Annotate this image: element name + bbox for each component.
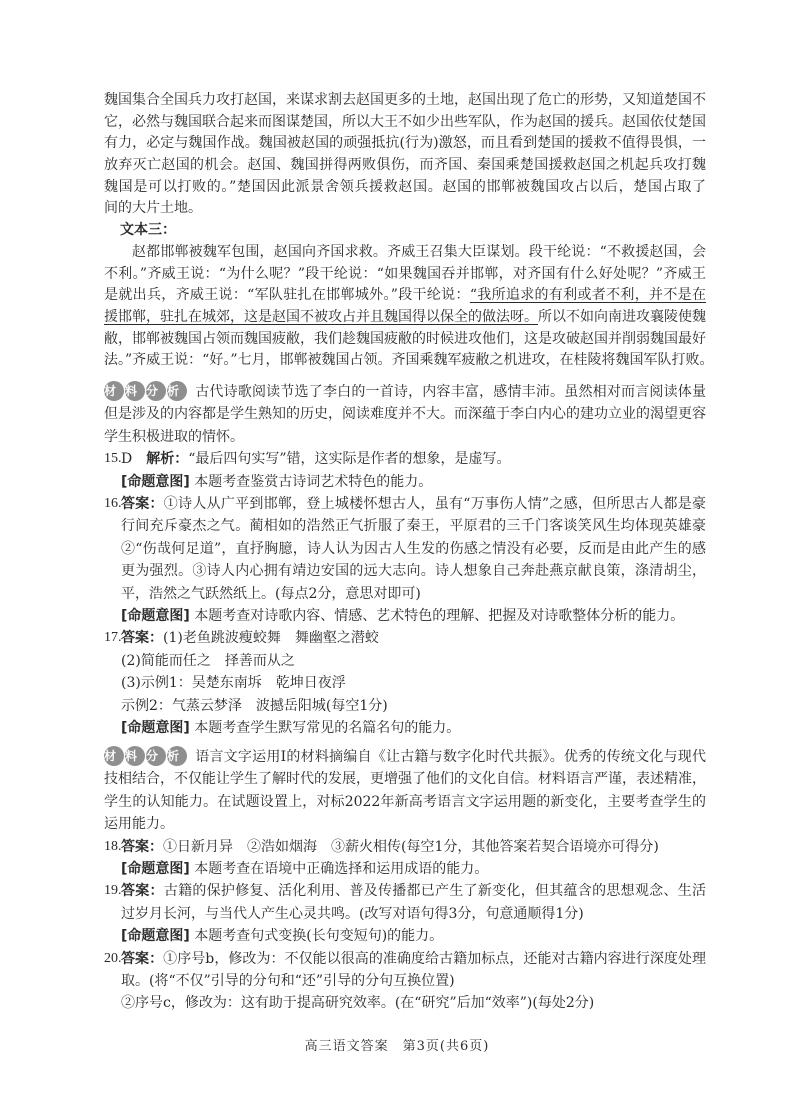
intent-text: 本题考查鉴赏古诗词艺术特色的能力。	[194, 473, 433, 490]
text-line	[104, 768, 706, 790]
text-line	[104, 264, 706, 286]
text-line	[121, 948, 706, 970]
line-text: 过岁月长河，与当代人产生心灵共鸣。(改写对语句得3分，句意通顺得1分)	[121, 905, 584, 922]
intent-label: [命题意图]	[121, 860, 190, 877]
text-line	[121, 515, 706, 537]
answer-item	[104, 627, 706, 717]
answer-item	[104, 880, 706, 925]
answer-item	[104, 493, 706, 605]
line-text: 法。”齐威王说：“好。”七月，邯郸被魏国占领。齐国乘魏军疲敝之机进攻，在桂陵将魏国军队打败。	[104, 352, 714, 369]
line-text: 赵都邯郸被魏军包围，赵国向齐国求救。齐威王召集大臣谋划。段干纶说：“不救援赵国，会	[132, 243, 706, 260]
line-text: 学生积极进取的情怀。	[104, 428, 244, 445]
question-number: 19.	[104, 883, 122, 899]
badge-char: 料	[125, 746, 145, 766]
text-line	[104, 177, 706, 199]
answer-item	[104, 448, 706, 470]
poetry-answers-section	[104, 381, 706, 739]
line-text: 更为强烈。③诗人内心拥有靖边安国的远大志向。诗人想象自己奔赴燕京献良策，涤清胡尘，	[121, 563, 706, 580]
intent-text: 本题考查对诗歌内容、情感、艺术特色的理解、把握及对诗歌整体分析的能力。	[194, 607, 685, 624]
question-intent	[104, 717, 706, 739]
question-intent	[104, 605, 706, 627]
text-line	[121, 605, 706, 627]
line-text: 古籍的保护修复、活化利用、普及传播都已产生了新变化，但其蕴含的思想观念、生活	[163, 883, 706, 900]
paragraph	[104, 90, 706, 220]
text-line	[121, 448, 706, 470]
badge-char: 析	[167, 746, 187, 766]
line-text: 敝，邯郸被魏国占领而魏国疲敝，我们趁魏国疲敝的时候进攻他们，这是攻破赵国并削弱魏国最好	[104, 330, 706, 347]
line-text: 但是涉及的内容都是学生熟知的历史，阅读难度并不大。而深蕴于李白内心的建功立业的渴望更容	[104, 406, 706, 423]
material-analysis-badge	[104, 746, 187, 766]
line-text: ①诗人从广平到邯郸，登上城楼怀想古人，虽有“万事伤人情”之感，但所思古人都是豪	[163, 496, 706, 512]
intent-label: [命题意图]	[121, 928, 190, 945]
text-line	[121, 858, 706, 880]
badge-char: 料	[125, 381, 145, 401]
line-text: 是就出兵，齐威王说：“军队驻扎在邯郸城外。”段干纶说：	[104, 287, 470, 304]
badge-char: 析	[167, 381, 187, 401]
text-line	[104, 791, 706, 813]
question-intent	[104, 471, 706, 493]
intent-text: 本题考查在语境中正确选择和运用成语的能力。	[194, 860, 489, 877]
text-line	[121, 471, 706, 493]
text-line	[121, 650, 706, 672]
question-number: 16.	[104, 496, 122, 511]
line-text: 间的大片土地。	[104, 200, 202, 217]
text-line	[121, 880, 706, 902]
text-line	[121, 583, 706, 605]
answer-label: 答案：	[121, 883, 164, 900]
question-number: 18.	[104, 838, 122, 854]
text-line	[121, 560, 706, 582]
text-line	[104, 350, 714, 372]
text-line	[121, 627, 706, 649]
question-intent	[104, 925, 706, 947]
intent-label: [命题意图]	[121, 607, 190, 624]
text-line	[121, 836, 706, 858]
line-text: 所以不如向南进攻襄陵使魏	[538, 308, 706, 325]
line-text: 不利。”齐威王说：“为什么呢？”段干纶说：“如果魏国吞并邯郸，对齐国有什么好处呢？”齐威王	[104, 265, 706, 282]
line-text: 魏国集合全国兵力攻打赵国，来谋求割去赵国更多的土地，赵国出现了危亡的形势，又知道楚国不	[104, 92, 706, 108]
line-text: 行间充斥豪杰之气。蔺相如的浩然正气折服了秦王，平原君的三千门客谈笑风生均体现英雄豪	[121, 518, 706, 535]
text-line	[104, 307, 706, 329]
badge-char: 分	[146, 746, 166, 766]
answer-label: 答案：	[121, 496, 164, 512]
line-text: 语言文字运用Ⅰ的材料摘编自《让古籍与数字化时代共振》。优秀的传统文化与现代	[195, 749, 706, 765]
line-text: 示例2：气蒸云梦泽 波撼岳阳城(每空1分)	[121, 697, 388, 714]
text-line	[121, 538, 706, 560]
answer-item	[104, 948, 706, 1015]
text-line	[104, 329, 706, 351]
line-text: 平，浩然之气跃然纸上。(每点2分，意思对即可)	[121, 585, 421, 602]
badge-char: 材	[104, 381, 124, 401]
line-text: 古代诗歌阅读节选了李白的一首诗，内容丰富，感情丰沛。虽然相对而言阅读体量	[195, 384, 706, 400]
badge-char: 分	[146, 381, 166, 401]
line-text: 取。(将“不仅”引导的分句和“还”引导的分句互换位置)	[121, 972, 455, 989]
text-line	[104, 403, 706, 425]
text-line	[104, 112, 706, 134]
line-text: D	[121, 451, 147, 468]
line-text: 它，必然与魏国联合起来而图谋楚国，所以大王不如少出些军队，作为赵国的援兵。赵国依仗楚国	[104, 113, 706, 130]
answer-label: 答案：	[121, 630, 163, 647]
intent-text: 本题考查句式变换(长句变短句)的能力。	[194, 928, 444, 945]
underlined-text: “我所追求的有利或者不利，并不是在	[469, 287, 706, 304]
line-text: (2)简能而任之 择善而从之	[121, 652, 295, 669]
text-line	[121, 925, 706, 947]
language-use-answers-section	[104, 746, 706, 1015]
answer-label: 答案：	[121, 838, 163, 855]
text-line	[104, 90, 706, 112]
paragraph	[104, 242, 714, 372]
intent-label: [命题意图]	[121, 473, 190, 490]
line-text: (3)示例1：吴楚东南坼 乾坤日夜浮	[121, 675, 346, 692]
line-text: ②序号c，修改为：这有助于提高研究效率。(在“研究”后加“效率”)(每处2分)	[121, 995, 595, 1012]
material-analysis-paragraph	[104, 381, 706, 448]
badge-char: 材	[104, 746, 124, 766]
answer-label: 答案：	[121, 950, 164, 967]
text-line	[121, 493, 706, 515]
text-line	[104, 285, 706, 307]
line-text: 学生的认知能力。在试题设置上，对标2022年新高考语言文字运用题的新变化，主要考查学生的	[104, 793, 706, 810]
line-text: (1)老鱼跳波瘦蛟舞 舞幽壑之潜蛟	[163, 630, 379, 647]
line-text: 放弃灭亡赵国的机会。赵国、魏国拼得两败俱伤，而齐国、秦国乘楚国援救赵国之机起兵攻打魏	[104, 157, 706, 174]
passage-translation	[104, 90, 714, 372]
text-line	[121, 672, 706, 694]
line-text: 技相结合，不仅能让学生了解时代的发展，更增强了他们的文化自信。材料语言严谨，表述精准，	[104, 771, 706, 788]
question-number: 17.	[104, 630, 122, 646]
text-line	[121, 695, 706, 717]
intent-label: [命题意图]	[121, 720, 190, 736]
text-line	[104, 155, 706, 177]
text-line	[121, 903, 706, 925]
page-footer: 高三语文答案 第3页(共6页)	[304, 1039, 490, 1054]
line-text: ①日新月异 ②浩如烟海 ③薪火相传(每空1分，其他答案若契合语境亦可得分)	[163, 838, 659, 855]
question-number: 20.	[104, 950, 122, 966]
text-line	[121, 992, 706, 1014]
text-line	[104, 133, 706, 155]
underlined-text: 援邯郸，驻扎在城郊，这是赵国不被攻占并且魏国得以保全的做法呀。	[104, 308, 538, 325]
answer-item	[104, 836, 706, 858]
question-number: 15.	[104, 451, 122, 467]
section-heading: 文本三：	[120, 222, 176, 239]
material-analysis-badge	[104, 381, 187, 401]
text-line	[121, 970, 706, 992]
intent-text: 本题考查学生默写常见的名篇名句的能力。	[194, 720, 461, 736]
line-text: 有力，必定与魏国作战。魏国被赵国的顽强抵抗(行为)激怒，而且看到楚国的援救不值得畏惧，一	[104, 135, 706, 152]
line-text: 魏国是可以打败的。”楚国因此派景舍领兵援救赵国。赵国的邯郸被魏国攻占以后，楚国占取了	[104, 178, 706, 195]
material-analysis-paragraph	[104, 746, 706, 836]
text-line	[104, 426, 706, 448]
text-line	[104, 813, 706, 835]
text-line	[104, 381, 706, 403]
line-text: “最后四句实写”错，这实际是作者的想象，是虚写。	[188, 451, 511, 468]
line-text: ②“伤哉何足道”，直抒胸臆，诗人认为因古人生发的伤感之情没有必要，反而是由此产生的感	[121, 540, 706, 557]
answer-label: 解析：	[146, 451, 189, 468]
line-text: ①序号b，修改为：不仅能以很高的准确度给古籍加标点，还能对古籍内容进行深度处理	[163, 950, 706, 967]
text-line	[104, 746, 706, 768]
text-line	[121, 717, 706, 739]
line-text: 运用能力。	[104, 816, 174, 833]
text-line	[104, 198, 706, 220]
question-intent	[104, 858, 706, 880]
text-line	[104, 242, 706, 264]
